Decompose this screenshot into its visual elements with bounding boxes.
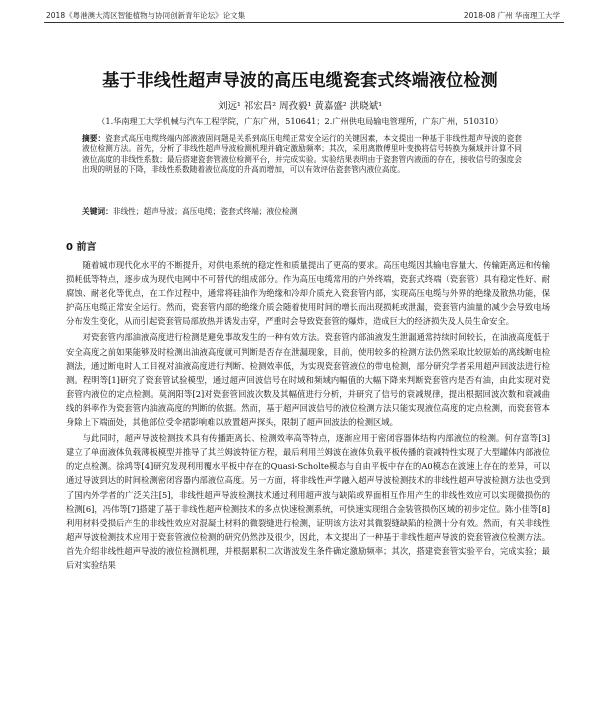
keywords-label: 关键词： [82,207,113,216]
keywords-text: 非线性；超声导波；高压电缆；瓷套式终端；液位检测 [112,207,298,216]
section-heading: 0 前言 [66,242,97,253]
header-divider [44,22,564,23]
running-head [46,8,560,22]
abstract [82,134,522,176]
body-text [66,258,550,574]
body-paragraph: 随着城市现代化水平的不断提升，对供电系统的稳定性和质量提出了更高的要求。高压电缆因其输电容量大、传输距离远和传输损耗低等特点，逐步成为现代电网中不可替代的组成部分。作为高压电缆常用的户外终端，瓷套式终端（瓷套管）具有稳定性好、耐腐蚀、耐老化等优点，在工作过程中，通常将硅油作为绝缘和冷却介质充入瓷套管内部，实现高压电缆与外界的绝缘及散热功能，保护高压电缆正常安全运行。然而，瓷套管内部的绝缘介质会随着使用时间的增长而出现损耗或泄漏，瓷套管内油量的减少会导致电场分布发生变化，从而引起瓷套管局部放热并诱发击穿，严重时会导致瓷套管的爆炸，造成巨大的经济损失及人员生命安全。 [66,260,550,327]
affiliation: （1.华南理工大学机械与汽车工程学院，广东广州，510641；2.广州供电局输电管理所，广东广州，510310） [97,116,503,126]
running-head-left: 2018《粤港澳大湾区智能植物与协同创新青年论坛》论文集 [46,11,246,20]
abstract-text: 瓷套式高压电缆终端内部液液固问题是关系到高压电缆正常安全运行的关键因素，本文提出一种基于非线性超声导波的瓷套液位检测方法。首先，分析了非线性超声导波检测机理并确定激励频率；其次，采用离散傅里叶变换将信号转换为频域并计算不同液位高度的非线性系数；最后搭建瓷套管液位检测平台，并完成实验。实验结果表明由于瓷套管内液面的存在，接收信号的强度会出现的明显的下降，非线性系数随着液位高度的升高而增加，可以有效评估瓷套管内液位高度。 [82,134,522,175]
body-paragraph: 对瓷套管内部油液高度进行检测是避免事故发生的一种有效方法。瓷套管内部油液发生泄漏通常持续时间较长，在油液高度低于安全高度之前如果能够及时检测出油液高度就可判断是否存在泄漏现象，目前，使用较多的检测方法仍然采取比较原始的离线断电检测法，通过断电时人工目视对油液高度进行判断、检测效率低，为实现瓷套管液位的带电检测，部分研究学者采用超声回波法进行检测。程明等[1]研究了瓷套管试验模型，通过超声回波信号在时域和频域内幅值的大幅下降来判断瓷套管内是否有油，由此实现对瓷套管内液位的定点检测。莫润阳等[2]对瓷套管回波次数及其幅值进行分析，并研究了信号的衰减规律，提出根据回波次数和衰减曲线的斜率作为瓷套管内油液高度的判断的依据。然而，基于超声回波信号的液位检测方法只能实现液位高度的定点检测，而瓷套管本身除上下端面处，其他部位受伞裙影响难以放置超声探头，限制了超声回波法的检测区域。 [66,332,550,428]
abstract-label: 摘要： [82,134,106,143]
running-head-right: 2018-08 广州 华南理工大学 [463,11,560,20]
keywords [82,207,522,217]
author-list: 刘远¹ 祁宏昌² 周孜毅¹ 黄嘉盛² 洪晓斌¹ [217,101,383,112]
body-paragraph: 与此同时，超声导波检测技术具有传播距离长、检测效率高等特点，逐渐应用于密闭容器体结构内部液位的检测。何存富等[3]建立了单面液体负载薄板模型并推导了其兰姆波特征方程，最后利用兰姆波在液体负载平板传播的衰减特性实现了大型罐体内部液位的定点检测。徐鸿等[4]研究发现利用覆水平板中存在的Quasi-Scholte模态与自由平板中存在的A0模态在波速上存在的差异，可以通过导波到达的时间检测密闭容器内部液位高度。另一方面，将非线性声学融入超声导波检测技术的非线性超声导波检测方法也受到了国内外学者的广泛关注[5]，非线性超声导波检测技术通过利用超声波与缺陷或界面相互作用产生的非线性效应可以实现微损伤的检测[6]，冯伟等[7]搭建了基于非线性超声检测技术的多点快速检测系统，可快速实现组合金装管损伤区域的初步定位。陈小佳等[8]利用材料受损后产生的非线性效应对混凝土材料的微裂缝进行检测，证明该方法对其微裂缝缺陷的检测十分有效。然而，有关非线性超声导波检测技术应用于瓷套管液位检测的研究仍然涉及很少，因此，本文提出了一种基于非线性超声导波的瓷套管液位检测方法。首先介绍非线性超声导波的液位检测机理，并根据累积二次谐波发生条件确定激励频率；其次，搭建瓷套管实验平台，完成实验；最后对实验结果 [66,433,550,570]
paper-title: 基于非线性超声导波的高压电缆瓷套式终端液位检测 [102,71,498,91]
